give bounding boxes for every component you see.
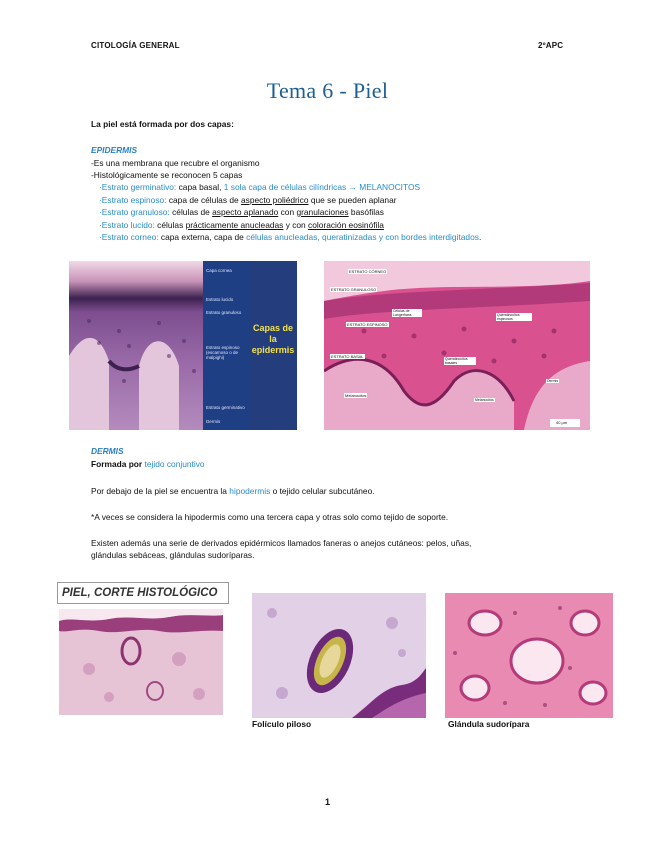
fig2-label: ESTRATO CÓRNEO (349, 269, 387, 274)
hipodermis-text: Por debajo de la piel se encuentra la (91, 486, 230, 496)
layer-germinativo (99, 181, 420, 193)
hipodermis-line (91, 485, 375, 497)
layer-underlined: coloración eosinófila (308, 220, 384, 230)
layer-name: ·Estrato germinativo: (99, 182, 177, 192)
fig2-label: ESTRATO ESPINOSO (347, 322, 388, 327)
dermis-text: Formada por (91, 459, 145, 469)
faneras-line-2: glándulas sebáceas, glándulas sudoríparas. (91, 550, 255, 560)
fig1-label: Estrato lucido (206, 297, 234, 302)
intro-text: La piel está formada por dos capas: (91, 119, 234, 129)
layer-espinoso (99, 194, 397, 206)
dermis-line (91, 458, 205, 470)
fig2-label: Dermis (547, 379, 559, 383)
layer-text: células de (169, 207, 213, 217)
fig1-label: Estrato granuloso (206, 310, 242, 315)
header-left: CITOLOGÍA GENERAL (91, 41, 180, 50)
layer-underlined: granulaciones (296, 207, 349, 217)
note-text: *A veces se considera la hipodermis como una tercera capa y otras solo como tejido de soporte. (91, 512, 449, 522)
sweat-gland-image (445, 593, 613, 718)
page-number: 1 (324, 797, 330, 807)
fig1-label: Capa cornea (206, 268, 232, 273)
epidermis-bullet-1: -Es una membrana que recubre el organismo (91, 158, 260, 168)
epidermis-bullet-2: -Histológicamente se reconocen 5 capas (91, 170, 243, 180)
layer-text: capa externa, capa de (158, 232, 247, 242)
sweat-gland-caption: Glándula sudorípara (448, 719, 530, 729)
fig2-label: Melanocitos (475, 398, 494, 402)
layer-name: ·Estrato lucido: (99, 220, 155, 230)
page-title: Tema 6 - Piel (266, 78, 389, 103)
layer-text: que se pueden aplanar (308, 195, 397, 205)
fig2-label: Células de Langerhans (392, 309, 422, 317)
layer-text: . (478, 232, 482, 242)
epidermis-layers-figure (69, 261, 297, 430)
skin-section-image (59, 609, 223, 715)
faneras-line-1: Existen además una serie de derivados epidérmicos llamados faneras o anejos cutáneos: pelos, uñas, (91, 538, 472, 548)
figure3-title: PIEL, CORTE HISTOLÓGICO (62, 587, 218, 599)
layer-name: ·Estrato espinoso: (99, 195, 167, 205)
fig2-label: ESTRATO GRANULOSO (331, 287, 377, 292)
layer-underlined: prácticamente anucleadas (185, 220, 284, 230)
fig2-label: Melanocitos (345, 393, 367, 398)
layer-text: con (278, 207, 297, 217)
header-right: 2ºAPC (538, 41, 564, 50)
fig1-label: Estrato germinativo (206, 405, 245, 410)
layer-lucido (99, 219, 384, 231)
hipodermis-highlight: hipodermis (229, 486, 271, 496)
dermis-heading: DERMIS (91, 446, 124, 456)
hair-follicle-image (252, 593, 426, 718)
layer-highlight: 1 sola capa de células cilíndricas → MELANOCITOS (223, 182, 421, 192)
fig2-label: Queratinocitos basales (444, 357, 476, 365)
layer-underlined: aspecto poliédrico (241, 195, 309, 205)
fig1-label: Dermis (206, 419, 221, 424)
layer-granuloso (99, 206, 384, 218)
figure3-title-box (57, 582, 229, 604)
hipodermis-text: o tejido celular subcutáneo. (270, 486, 375, 496)
layer-underlined: aspecto aplanado (212, 207, 279, 217)
epidermis-histology-figure (324, 261, 590, 430)
dermis-highlight: tejido conjuntivo (144, 459, 205, 469)
layer-corneo (99, 231, 481, 243)
layer-text: y con (283, 220, 309, 230)
fig2-label: ESTRATO BASAL (331, 354, 364, 359)
layer-highlight: células anucleadas, queratinizadas y con bordes interdigitados (246, 232, 479, 242)
fig1-label: Estrato espinoso (escamoso o de malpighi) (206, 345, 240, 360)
epidermis-heading: EPIDERMIS (91, 145, 138, 155)
layer-name: ·Estrato corneo: (99, 232, 159, 242)
layer-text: células (154, 220, 186, 230)
fig1-callout: Capas de la epidermis (251, 323, 295, 355)
layer-text: capa basal, (176, 182, 224, 192)
fig2-label: Queratinocitos espinosos (496, 313, 532, 321)
layer-text: capa de células de (166, 195, 241, 205)
layer-name: ·Estrato granuloso: (99, 207, 170, 217)
hair-follicle-caption: Folículo piloso (252, 719, 312, 729)
fig2-scale: 40 μm (556, 420, 568, 425)
layer-text: basófilas (348, 207, 384, 217)
